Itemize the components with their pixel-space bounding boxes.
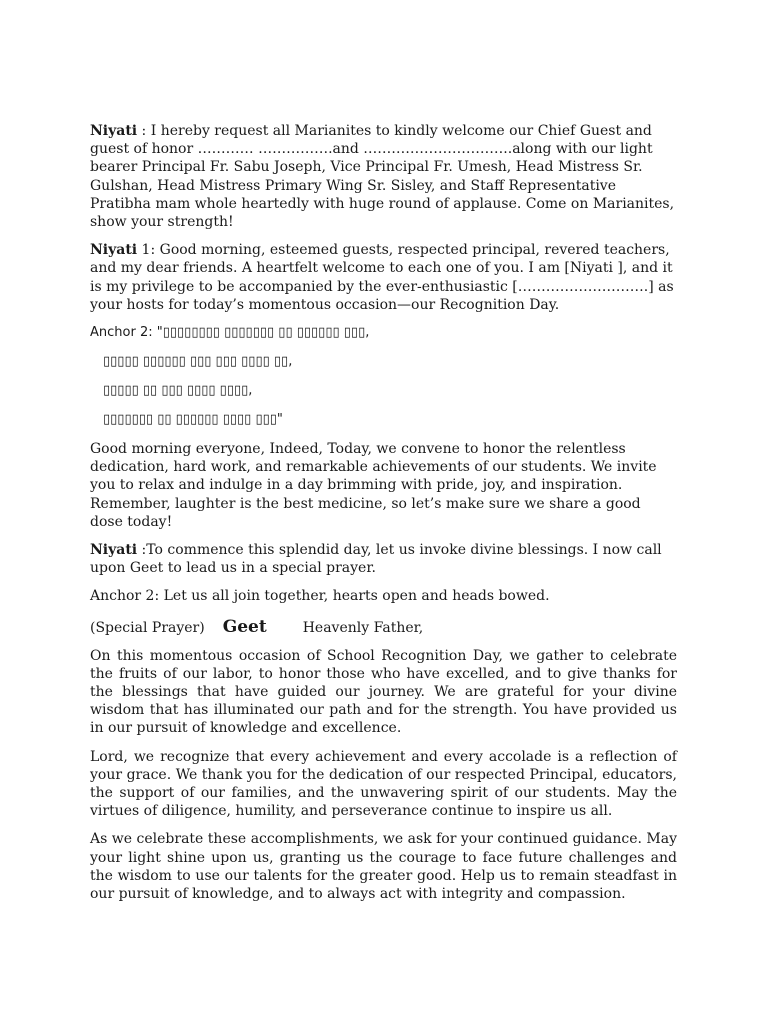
intro-paragraph [90,122,677,231]
prayer-paragraph-2: Lord, we recognize that every achievement and every accolade is a reflection of your grace. We thank you for the dedication of our respected Principal, educators, the support of our families, and the unwavering spirit of our students. May the virtues of diligence, humility, and perseverance continue to inspire us all. [90,748,677,820]
commence-text: :To commence this splendid day, let us invoke divine blessings. I now call upon Geet to lead us in a special prayer. [90,542,662,577]
commence-paragraph [90,541,677,577]
anchor2-poem-line-4: ▯▯▯▯▯▯▯ ▯▯ ▯▯▯▯▯▯ ▯▯▯▯ ▯▯▯" [103,412,283,428]
document-page [90,122,677,913]
prayer-salutation: Heavenly Father, [302,619,424,636]
special-prayer-heading [90,616,677,639]
anchor2-poem-line-2: ▯▯▯▯▯ ▯▯▯▯▯▯ ▯▯▯ ▯▯▯ ▯▯▯▯ ▯▯, [103,354,293,370]
welcome-text: 1: Good morning, esteemed guests, respected principal, revered teachers, and my dear friends. A heartfelt welcome to each one of you. I am [Niyati ], and it is my privilege to be accompanied by the ever-enthusiastic [……………………….] as your hosts for today’s momentous occasion—our Recognition Day. [90,242,674,313]
speaker-name: Niyati [90,242,138,259]
anchor2-poem-line-1: Anchor 2: "▯▯▯▯▯▯▯▯ ▯▯▯▯▯▯▯ ▯▯ ▯▯▯▯▯▯ ▯▯▯, [90,325,370,341]
prayer-paragraph-3: As we celebrate these accomplishments, we ask for your continued guidance. May your light shine upon us, granting us the courage to face future challenges and the wisdom to use our talents for the greater good. Help us to remain steadfast in our pursuit of knowledge, and to always act with integrity and compassion. [90,831,677,903]
anchor2-poem-line-3: ▯▯▯▯▯ ▯▯ ▯▯▯ ▯▯▯▯ ▯▯▯▯, [103,383,253,399]
speaker-name: Niyati [90,123,138,139]
prayer-paragraph-1: On this momentous occasion of School Recognition Day, we gather to celebrate the fruits of our labor, to honor those who have excelled, and to give thanks for the blessings that have guided our journey. We are grateful for your divine wisdom that has illuminated our path and for the strength. You have provided us in our pursuit of knowledge and excellence. [90,647,677,737]
good-morning-paragraph: Good morning everyone, Indeed, Today, we convene to honor the relentless dedication, hard work, and remarkable achievements of our students. We invite you to relax and indulge in a day brimming with pride, joy, and inspiration. Remember, laughter is the best medicine, so let’s make sure we share a good dose today! [90,441,657,530]
speaker-name: Niyati [90,542,138,559]
intro-text: : I hereby request all Marianites to kindly welcome our Chief Guest and guest of honor ………… …………….and …………………………..along with our light bearer Principal Fr. Sabu Joseph, Vice Principal Fr. Umesh, Head Mistress Sr. Gulshan, Head Mistress Primary Wing Sr. Sisley, and Staff Representative Pratibha mam whole heartedly with huge round of applause. Come on Marianites, show your strength! [90,123,675,231]
anchor2-join-line: Anchor 2: Let us all join together, hearts open and heads bowed. [90,588,550,605]
prayer-label: (Special Prayer) [90,619,205,636]
welcome-paragraph [90,241,677,314]
prayer-leader: Geet [222,616,267,637]
